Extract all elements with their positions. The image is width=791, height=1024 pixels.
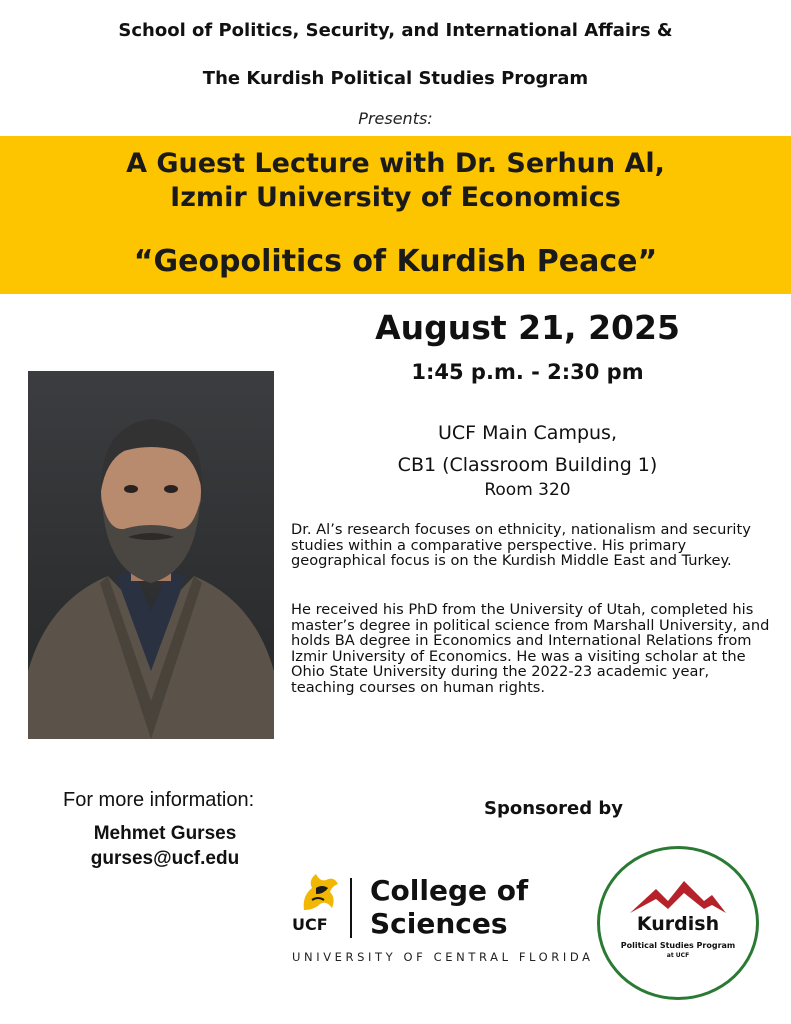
title-banner — [0, 136, 791, 294]
speaker-photo — [28, 371, 274, 739]
organizer-line-2: The Kurdish Political Studies Program — [202, 68, 589, 89]
lecture-line-1: A Guest Lecture with Dr. Serhun Al, — [126, 148, 665, 179]
lecture-line-2: Izmir University of Economics — [170, 182, 621, 213]
college-name-line-1: College of — [370, 874, 529, 907]
ucf-college-of-sciences-logo — [292, 866, 602, 976]
event-time: 1:45 p.m. - 2:30 pm — [411, 360, 644, 384]
logo-divider — [350, 878, 352, 938]
location-room: Room 320 — [484, 480, 571, 500]
location-campus: UCF Main Campus, — [438, 422, 617, 444]
kurdish-political-studies-program-logo — [597, 846, 759, 1000]
college-name-line-2: Sciences — [370, 907, 508, 940]
location-building: CB1 (Classroom Building 1) — [397, 454, 658, 476]
kurdish-wordmark: Kurdish — [636, 913, 720, 935]
pegasus-icon — [298, 870, 342, 916]
sponsored-by-label: Sponsored by — [484, 798, 623, 819]
bio-paragraph-2: He received his PhD from the University of Utah, completed his master’s degree in political science from Marshall University, and holds BA degree in Economics and International Relations from Izmir University of Economics. He was a visiting scholar at the Ohio State University during the 2022-23 academic year, teaching courses on human rights. — [291, 601, 770, 696]
ucf-wordmark: UCF — [292, 915, 328, 934]
program-name: Political Studies Program — [620, 941, 736, 950]
event-date: August 21, 2025 — [375, 308, 680, 347]
contact-name: Mehmet Gurses — [93, 823, 237, 844]
bio-paragraph-1: Dr. Al’s research focuses on ethnicity, nationalism and security studies within a comparative perspective. His primary geographical focus is on the Kurdish Middle East and Turkey. — [291, 521, 751, 570]
program-affiliation: at UCF — [666, 952, 690, 959]
lecture-title: “Geopolitics of Kurdish Peace” — [133, 244, 658, 279]
presents-label: Presents: — [358, 109, 433, 128]
contact-label: For more information: — [63, 789, 255, 811]
organizer-line-1: School of Politics, Security, and International Affairs & — [118, 20, 673, 41]
speaker-portrait-illustration — [28, 371, 274, 739]
contact-email[interactable]: gurses@ucf.edu — [90, 848, 240, 869]
university-name: UNIVERSITY OF CENTRAL FLORIDA — [292, 950, 594, 964]
